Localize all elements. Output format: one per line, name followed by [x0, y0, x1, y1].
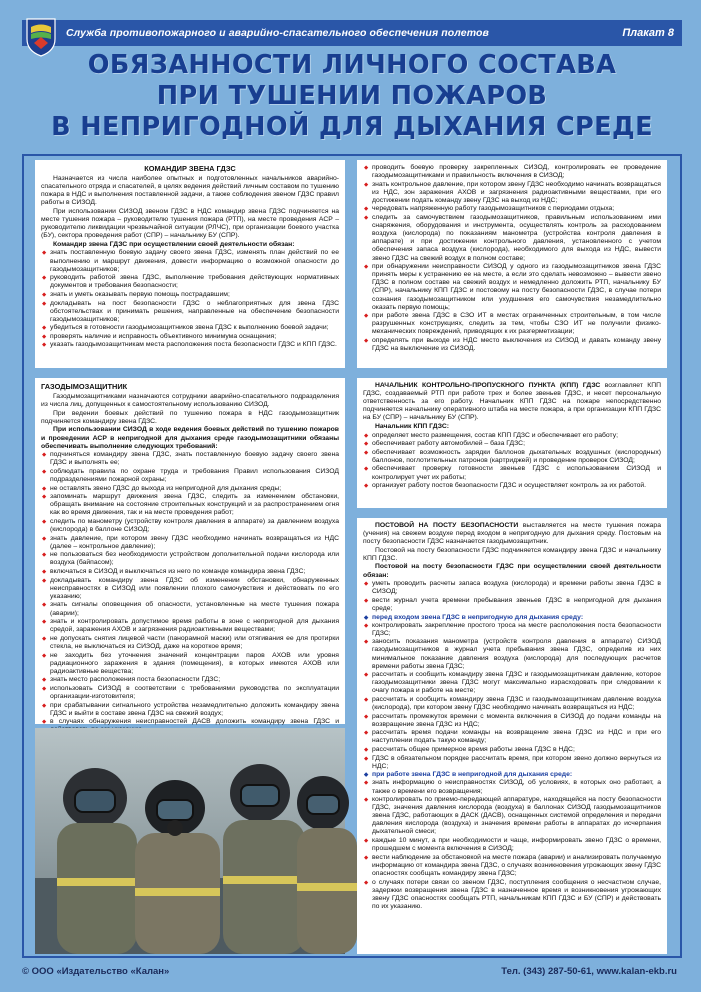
kpp-item: ◆ организует работу постов безопасности ГДЗС и осуществляет контроль за их работой. — [363, 482, 661, 490]
post-p1: выставляется на месте тушения пожара (учения) на свежем воздухе перед входом в непригодную для дыхания среду. Постовым на посту безопасности ГДЗС назначается газодымозащитник. — [363, 522, 661, 546]
kpp-intro — [363, 382, 661, 422]
post-heading: ПОСТОВОЙ НА ПОСТУ БЕЗОПАСНОСТИ — [375, 522, 519, 529]
commander-item: ◆ проводить боевую проверку закрепленных СИЗОД, контролировать ее проведение газодымозащитниками и правильность включения в СИЗОД; — [363, 164, 661, 180]
firefighters-photo — [35, 728, 345, 954]
commander-heading: КОМАНДИР ЗВЕНА ГДЗС — [144, 164, 236, 173]
post-p3: Постовой на посту безопасности ГДЗС при осуществлении своей деятельности обязан: — [363, 563, 661, 579]
commander-item: ◆ указать газодымозащитникам места расположения поста безопасности ГДЗС и КПП ГДЗС. — [41, 341, 339, 349]
kpp-item: ◆ обеспечивает возможность зарядки баллонов дыхательных воздушных (кислородных) баллонов, поглотительных патронов (картриджей) и проведение проверок СИЗОД; — [363, 449, 661, 465]
publisher-copyright: © ООО «Издательство «Калан» — [22, 966, 170, 977]
plakat-number: Плакат 8 — [622, 27, 674, 39]
post-during-heading: ◆ при работе звена ГДЗС в непригодной для дыхания среде: — [363, 771, 661, 779]
top-bar — [22, 20, 682, 46]
gdz-item: ◆ докладывать командиру звена ГДЗС об изменении обстановки, обнаруженных неисправностях в СИЗОД или появлении плохого самочувствия и действовать по его указанию; — [41, 577, 339, 601]
post-item: ◆ рассчитать время подачи команды на возвращение звена ГДЗС из НДС и при его наступлении подать такую команду; — [363, 729, 661, 745]
kpp-item: ◆ определяет место размещения, состав КПП ГДЗС и обеспечивает его работу; — [363, 432, 661, 440]
title-line-3: В НЕПРИГОДНОЙ ДЛЯ ДЫХАНИЯ СРЕДЕ — [51, 112, 653, 142]
gdz-item: ◆ не оставлять звено ГДЗС до выхода из непригодной для дыхания среды; — [41, 485, 339, 493]
commander-p2: При использовании СИЗОД звеном ГДЗС в НДС командир звена ГДЗС подчиняется на месте тушения пожара – руководителю тушения пожара (РТП), на месте проведения АСР – руководителю ликвидации чрезвычайной ситуации (РЛЧС), при организации боевого участка (БУ), сектора проведения работ (СПР) – начальнику БУ (СПР). — [41, 207, 339, 240]
commander-item: ◆ знать поставленную боевую задачу своего звена ГДЗС, изменять план действий по ее выполнению и маршрут движения, довести информацию о возможной опасности до газодымозащитников; — [41, 249, 339, 273]
commander-item: ◆ руководить работой звена ГДЗС, выполнение требования действующих нормативных документов и требования безопасности; — [41, 274, 339, 290]
commander-item: ◆ докладывать на пост безопасности ГДЗС о неблагоприятных для звена ГДЗС обстоятельствах и принимать решения, направленные на обеспечение безопасности газодымозащитников; — [41, 300, 339, 324]
post-item: ◆ о случаях потери связи со звеном ГДЗС, поступления сообщения о несчастном случае, задержки возвращения звена ГДЗС в назначенное время и возникновения угрожающих звену ГДЗС опасностях сообщать РТП, начальникам КПП ГДЗС и БУ (СПР) и действовать по их указанию. — [363, 879, 661, 911]
gdz-item: ◆ следить по манометру (устройству контроля давления в аппарате) за давлением воздуха (кислорода) в баллоне СИЗОД; — [41, 518, 339, 534]
firefighters-illustration — [35, 728, 345, 954]
gdz-item: ◆ подчиняться командиру звена ГДЗС, знать поставленную боевую задачу своего звена ГДЗС и выполнять ее; — [41, 451, 339, 467]
post-item: ◆ рассчитать и сообщить командиру звена ГДЗС и газодымозащитникам давление, которое газодымозащитники звена ГДЗС могут максимально израсходовать при следовании к очагу пожара и работе на месте; — [363, 671, 661, 695]
gdz-item: ◆ не пользоваться без необходимости устройством дополнительной подачи кислорода или воздуха (байпасом); — [41, 551, 339, 567]
post-intro — [363, 522, 661, 546]
gdz-item: ◆ при срабатывании сигнального устройства незамедлительно доложить командиру звена ГДЗС и выйти в составе звена ГДЗС на свежий воздух; — [41, 702, 339, 718]
post-item: ◆ контролировать по приемо-передающей аппаратуре, находящейся на посту безопасности ГДЗС, значения давления кислорода (воздуха) в баллонах СИЗОД газодымозащитников звена ГДЗС, работающих в ДАСК (ДАСВ), оснащенных системой определения и передачи давления кислорода (воздуха) и значения времени работы в аппаратах до исчерпания дыхательной смеси; — [363, 796, 661, 836]
gdz-item: ◆ не заходить без уточнения значений концентрации паров АХОВ или уровня радиационного заражения в здания (помещения), в которых имеются АХОВ или радиоактивные вещества; — [41, 652, 339, 676]
gdz-p2: При ведении боевых действий по тушению пожара в НДС газодымозащитник подчиняется командиру звена ГДЗС. — [41, 409, 339, 425]
gdz-item: ◆ знать место расположения поста безопасности ГДЗС; — [41, 676, 339, 684]
gdz-item: ◆ знать и контролировать допустимое время работы в зоне с непригодной для дыхания средой, заражения АХОВ и загрязнения радиоактивными веществами; — [41, 618, 339, 634]
kpp-item: ◆ обеспечивает проверку готовности звеньев ГДЗС с использованием СИЗОД и контролирует учет их работы; — [363, 465, 661, 481]
post-p2: Постовой на посту безопасности ГДЗС подчиняется командиру звена ГДЗС и начальнику КПП ГДЗС. — [363, 546, 661, 562]
post-item: ◆ заносить показания манометра (устройств контроля давления в аппарате) СИЗОД газодымозащитников в журнал учета пребывания звена ГДЗС, определив из них минимальное показание давления воздуха (кислорода) для последующих расчетов времени работы звена ГДЗС; — [363, 638, 661, 670]
post-item: ◆ знать информацию о неисправностях СИЗОД, об условиях, в которых оно работает, а также о времени его возвращения; — [363, 779, 661, 795]
service-name: Служба противопожарного и аварийно-спасательного обеспечения полетов — [66, 27, 489, 39]
commander-p3: Командир звена ГДЗС при осуществлении своей деятельности обязан: — [53, 240, 295, 248]
title-line-2: ПРИ ТУШЕНИИ ПОЖАРОВ — [156, 81, 548, 111]
gdz-item: ◆ знать сигналы оповещения об опасности, установленные на месте тушения пожара (аварии); — [41, 601, 339, 617]
post-item: ◆ уметь проводить расчеты запаса воздуха (кислорода) и времени работы звена ГДЗС в СИЗОД; — [363, 580, 661, 596]
title-line-1: ОБЯЗАННОСТИ ЛИЧНОГО СОСТАВА — [87, 50, 617, 80]
post-item: ◆ рассчитать общее примерное время работы звена ГДЗС в НДС; — [363, 746, 661, 754]
commander-item: ◆ определять при выходе из НДС место выключения из СИЗОД и давать команду звену ГДЗС на выключение из СИЗОД. — [363, 337, 661, 353]
commander-panel-left — [35, 160, 345, 368]
gdz-item: ◆ не допускать снятия лицевой части (панорамной маски) или отягивания ее для протирки стекла, не выключаться из СИЗОД, даже на короткое время; — [41, 635, 339, 651]
post-item: ◆ вести наблюдение за обстановкой на месте пожара (аварии) и анализировать получаемую информацию от командира звена ГДЗС, о случаях возникновения угрожающих звену ГДЗС опасностях сообщать командиру звена ГДЗС; — [363, 854, 661, 878]
gdz-heading: ГАЗОДЫМОЗАЩИТНИК — [41, 382, 128, 391]
commander-item: ◆ убедиться в готовности газодымозащитников звена ГДЗС к выполнению боевой задачи; — [41, 324, 339, 332]
poster-title — [22, 50, 682, 143]
post-panel — [357, 518, 667, 954]
post-item: ◆ рассчитать и сообщить командиру звена ГДЗС и газодымозащитникам давление воздуха (кислорода), при котором звену ГДЗС необходимо начинать возвращаться из НДС; — [363, 696, 661, 712]
post-item: ◆ вести журнал учета времени пребывания звеньев ГДЗС в непригодной для дыхания среде; — [363, 597, 661, 613]
commander-item: ◆ следить за самочувствием газодымозащитников, правильным использованием ими снаряжения, оборудования и инструмента, осуществлять контроль за расходованием воздуха (кислорода) по показаниям манометра (устройства контроля давления в аппарате) и при достижении контрольного давления, установленного с учетом обеспечения запаса воздуха (кислорода), необходимого для выхода из НДС, вывести звено ГДЗС на свежий воздух в полном составе; — [363, 214, 661, 263]
post-item: ◆ каждые 10 минут, а при необходимости и чаще, информировать звено ГДЗС о времени, прошедшем с момента включения в СИЗОД; — [363, 837, 661, 853]
gdz-item: ◆ соблюдать правила по охране труда и требования Правил использования СИЗОД подразделениями пожарной охраны; — [41, 468, 339, 484]
gdz-panel — [35, 378, 345, 724]
commander-p1: Назначается из числа наиболее опытных и подготовленных начальников аварийно-спасательного отряда и спасателей, в целях ведения действий личным составом по тушению пожара в НДС и выполнения поставленной задачи, а также соблюдения звеном ГДЗС правил работы в СИЗОД. — [41, 175, 339, 207]
gdz-item: ◆ включаться в СИЗОД и выключаться из него по команде командира звена ГДЗС; — [41, 568, 339, 576]
post-item: ◆ ГДЗС в обязательном порядке рассчитать время, при котором звено должно вернуться из НДС; — [363, 755, 661, 771]
commander-item: ◆ чередовать напряженную работу газодымозащитников с периодами отдыха; — [363, 205, 661, 213]
commander-item: ◆ знать контрольное давление, при котором звену ГДЗС необходимо начинать возвращаться из НДС, зон заражения АХОВ и загрязнения радиоактивными веществами, при его достижении подать команду звену ГДЗС на выход из НДС; — [363, 181, 661, 205]
commander-item: ◆ при работе звена ГДЗС в СЗО ИТ в местах ограниченных строительным, в том числе разрушенных конструкциях, следить за тем, чтобы СЗО ИТ не получили физико-механических повреждений, приводящих к их разгерметизации; — [363, 312, 661, 336]
kpp-p1: возглавляет КПП ГДЗС, создаваемый РТП при работе трех и более звеньев ГДЗС, и несет персональную ответственность за его работу. Начальник КПП ГДЗС на пожаре непосредственно подчиняется начальнику оперативного штаба на месте пожара, а при организации КПП ГДЗС на БУ (СПР) – начальнику БУ (СПР). — [363, 382, 661, 422]
gdz-item: ◆ знать давление, при котором звену ГДЗС необходимо начинать возвращаться из НДС (далее – контрольное давление); — [41, 535, 339, 551]
kpp-item: ◆ обеспечивает работу автомобилей – база ГДЗС; — [363, 440, 661, 448]
commander-item: ◆ проверять наличие и исправность объективного минимума оснащения; — [41, 333, 339, 341]
commander-item: ◆ при обнаружении неисправности СИЗОД у одного из газодымозащитников звена ГДЗС принять меры к устранению ее на месте, а если это сделать невозможно – вывести звено ГДЗС в полном составе на свежий воздух и немедленно доложить РТП, начальнику БУ (СПР), начальнику КПП ГДЗС и постовому на посту безопасности ГДЗС, в случае потери сознания газодымозащитником или ухудшения его самочувствия незамедлительно оказать первую помощь; — [363, 263, 661, 312]
post-item: ◆ контролировать закрепление простого троса на месте расположения поста безопасности ГДЗС; — [363, 622, 661, 638]
gdz-item: ◆ в случаях обнаружения неисправностей ДАСВ доложить командиру звена ГДЗС и — [41, 718, 339, 734]
post-before-heading: ◆ перед входом звена ГДЗС в непригодную для дыхания среду: — [363, 614, 661, 622]
kpp-heading: НАЧАЛЬНИК КОНТРОЛЬНО-ПРОПУСКНОГО ПУНКТА (КПП) ГДЗС — [375, 382, 601, 389]
gdz-p3: При использовании СИЗОД в ходе ведения боевых действий по тушению пожаров и проведении АСР в непригодной для дыхания среде газодымозащитники обязаны обеспечивать выполнение следующих требований: — [41, 426, 339, 450]
commander-panel-right — [357, 160, 667, 368]
kpp-panel — [357, 378, 667, 508]
commander-item: ◆ знать и уметь оказывать первую помощь пострадавшим; — [41, 291, 339, 299]
kpp-p2: Начальник КПП ГДЗС: — [375, 422, 449, 430]
publisher-contacts: Тел. (343) 287-50-61, www.kalan-ekb.ru — [501, 966, 677, 977]
gdz-p1: Газодымозащитниками назначаются сотрудники аварийно-спасательного подразделения из числа лиц, допущенных к самостоятельному использованию СИЗОД. — [41, 393, 339, 409]
gdz-item: ◆ запоминать маршрут движения звена ГДЗС, следить за изменением обстановки, обращать внимание на состояние строительных конструкций и за распространением огня как во время движения, так и на месте проведения работ; — [41, 493, 339, 517]
gdz-item: ◆ использовать СИЗОД в соответствии с требованиями руководства по эксплуатации организации-изготовителя; — [41, 685, 339, 701]
post-item: ◆ рассчитать промежуток времени с момента включения в СИЗОД до подачи команды на возвращение звена ГДЗС из НДС; — [363, 713, 661, 729]
